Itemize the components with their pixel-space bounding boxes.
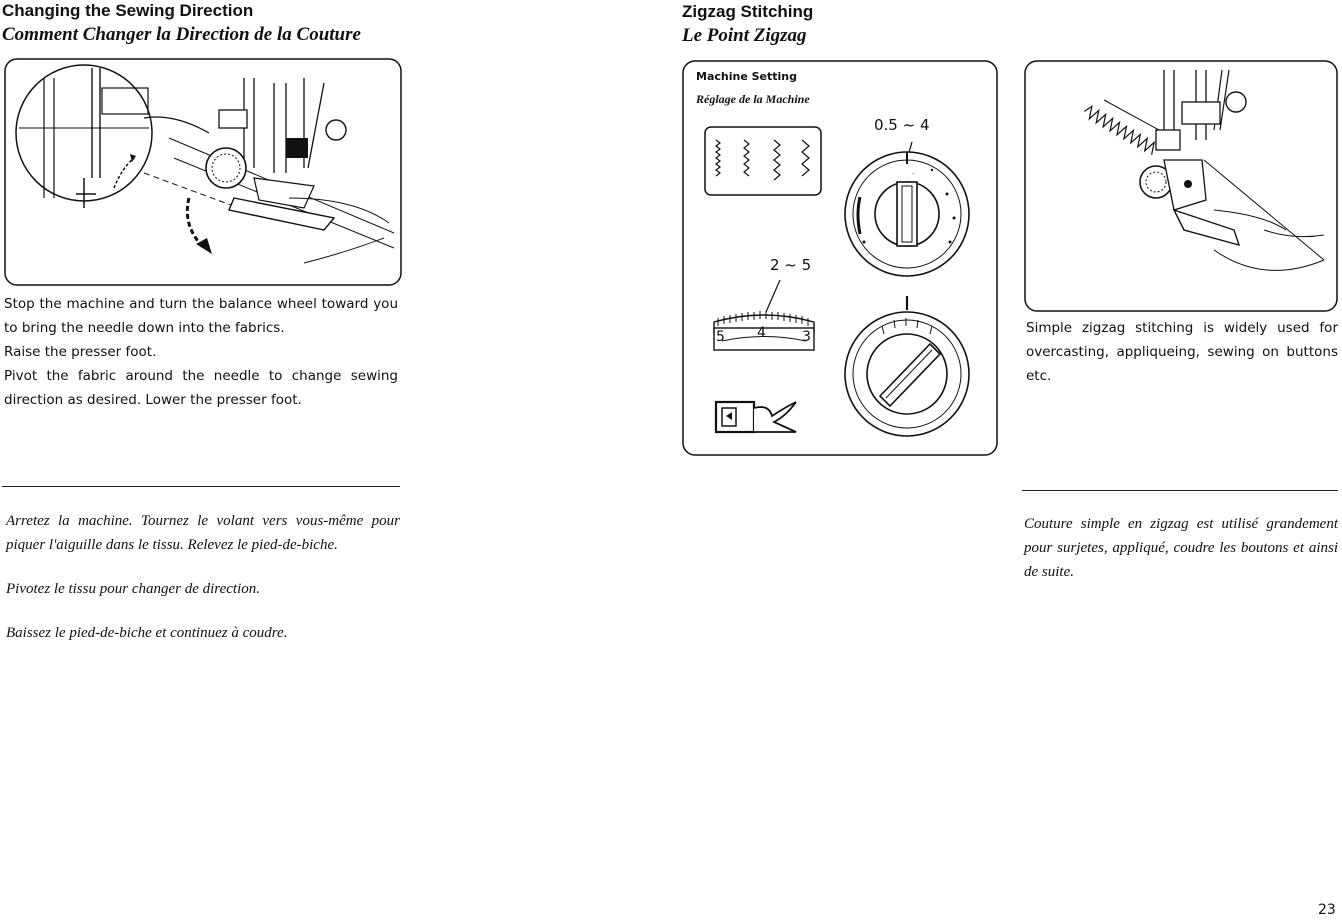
left-body-fr-paragraph: Arretez la machine. Tournez le volant vers vous-même pour piquer l'aiguille dans le tissu. Relevez le pied-de-biche. [6, 513, 400, 553]
setting-title: Machine Setting [696, 70, 797, 83]
left-body-en-paragraph: Pivot the fabric around the needle to change sewing direction as desired. Lower the presser foot. [4, 368, 398, 408]
zigzag-foot-illustration [1024, 60, 1338, 312]
page-number: 23 [1318, 902, 1336, 918]
left-divider [2, 486, 400, 487]
dial-number: 4 [757, 325, 766, 341]
left-body-en-paragraph: Raise the presser foot. [4, 344, 157, 360]
left-body-en [4, 292, 398, 412]
pattern-selector-dial [842, 296, 972, 438]
left-body-fr [6, 509, 400, 645]
right-body-fr-paragraph: Couture simple en zigzag est utilisé grandement pour surjetes, appliqué, coudre les boutons et ainsi de suite. [1024, 516, 1338, 580]
stitch-length-label: 0.5 ~ 4 [874, 116, 930, 134]
dial-number: 3 [802, 329, 811, 345]
left-body-fr-paragraph: Baissez le pied-de-biche et continuez à coudre. [6, 625, 288, 641]
setting-subtitle: Réglage de la Machine [696, 92, 810, 106]
pivot-illustration [4, 58, 402, 286]
left-body-en-paragraph: Stop the machine and turn the balance wheel toward you to bring the needle down into the fabrics. [4, 296, 398, 336]
left-heading-fr: Comment Changer la Direction de la Couture [2, 24, 361, 45]
left-body-fr-paragraph: Pivotez le tissu pour changer de direction. [6, 581, 260, 597]
right-body-fr [1024, 512, 1338, 584]
zigzag-foot-icon [714, 398, 798, 436]
middle-heading-fr: Le Point Zigzag [682, 25, 807, 46]
right-body-en [1026, 316, 1338, 388]
right-divider [1022, 490, 1338, 491]
zigzag-pattern-icon [704, 126, 822, 196]
svg-text:·: · [912, 170, 915, 178]
stitch-length-dial [842, 142, 972, 278]
left-heading-en: Changing the Sewing Direction [2, 1, 254, 20]
middle-heading-en: Zigzag Stitching [682, 2, 814, 21]
machine-setting-panel [682, 60, 998, 456]
right-body-en-paragraph: Simple zigzag stitching is widely used for overcasting, appliqueing, sewing on buttons etc. [1026, 320, 1338, 384]
zigzag-width-label: 2 ~ 5 [770, 256, 812, 274]
dial-number: 5 [716, 329, 725, 345]
zigzag-width-dial [708, 278, 820, 362]
